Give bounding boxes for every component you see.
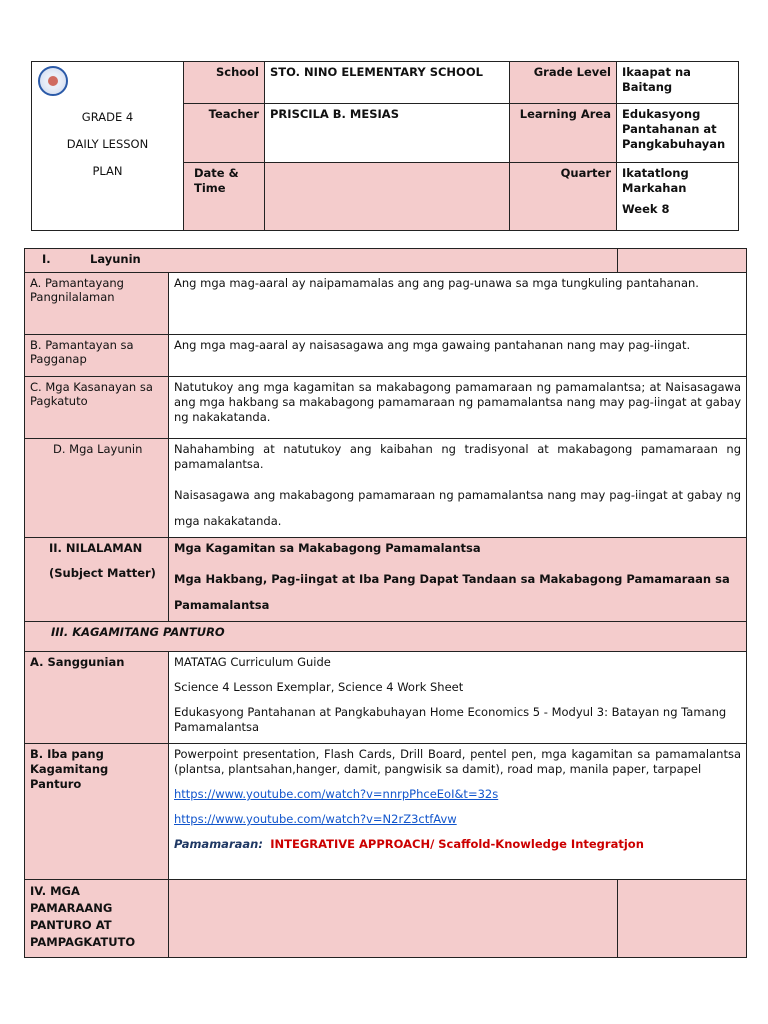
pamaraang-panturo-content bbox=[169, 880, 618, 958]
nilalaman-content bbox=[169, 538, 747, 622]
pamaraang-panturo-notes bbox=[618, 880, 747, 958]
youtube-link-1[interactable]: https://www.youtube.com/watch?v=nnrpPhceEoI&t=32s bbox=[174, 787, 499, 801]
mga-layunin-text-1: Nahahambing at natutukoy ang kaibahan ng tradisyonal at makabagong pamamaraan ng pamamalantsa. bbox=[174, 442, 742, 471]
layunin-number: I. bbox=[42, 252, 51, 266]
plan-title-line1: DAILY LESSON bbox=[66, 137, 149, 151]
week-value: Week 8 bbox=[622, 202, 670, 216]
lesson-plan-table bbox=[24, 248, 747, 958]
iba-pang-kagamitan-cell bbox=[169, 744, 747, 880]
youtube-link-2[interactable]: https://www.youtube.com/watch?v=N2rZ3ctfAvw bbox=[174, 812, 457, 826]
layunin-header bbox=[25, 249, 618, 273]
mga-layunin-text-2: Naisasagawa ang makabagong pamamaraan ng pamamalantsa nang may pag-iingat at gabay ng mga nakakatanda. bbox=[174, 488, 742, 528]
learning-area-label: Learning Area bbox=[510, 104, 617, 163]
quarter-cell bbox=[617, 163, 739, 231]
iba-pang-kagamitan-label: B. Iba pang Kagamitang Panturo bbox=[25, 744, 169, 880]
school-value: STO. NINO ELEMENTARY SCHOOL bbox=[265, 62, 510, 104]
kagamitan-header: III. KAGAMITANG PANTURO bbox=[25, 622, 747, 652]
header-table bbox=[31, 61, 739, 231]
learning-area-value: Edukasyong Pantahanan at Pangkabuhayan bbox=[617, 104, 739, 163]
nilalaman-label-cell bbox=[25, 538, 169, 622]
pamamaraan-label: Pamamaraan: bbox=[174, 837, 263, 851]
mga-layunin-cell bbox=[169, 439, 747, 538]
deped-seal-icon bbox=[38, 66, 68, 96]
pamamaraan-value: INTEGRATIVE APPROACH/ Scaffold-Knowledge Integratjon bbox=[270, 837, 644, 851]
pamantayang-pangnilalaman-label: A. Pamantayang Pangnilalaman bbox=[25, 273, 169, 335]
school-label: School bbox=[184, 62, 265, 104]
teacher-label: Teacher bbox=[184, 104, 265, 163]
sanggunian-label: A. Sanggunian bbox=[25, 652, 169, 744]
mga-layunin-label: D. Mga Layunin bbox=[25, 439, 169, 538]
subject-matter-label: (Subject Matter) bbox=[49, 566, 156, 580]
sanggunian-item-2: Science 4 Lesson Exemplar, Science 4 Work Sheet bbox=[174, 680, 464, 694]
header-title-cell bbox=[32, 62, 184, 231]
kasanayan-label: C. Mga Kasanayan sa Pagkatuto bbox=[25, 377, 169, 439]
pamaraang-panturo-label: IV. MGA PAMARAANG PANTURO AT PAMPAGKATUTO bbox=[25, 880, 169, 958]
iba-pang-kagamitan-text: Powerpoint presentation, Flash Cards, Drill Board, pentel pen, mga kagamitan sa pamamalantsa (plantsa, plantsahan,hanger, damit, pangwisik sa damit), road map, manila paper, tarpapel bbox=[174, 747, 742, 776]
pamamaraan-line bbox=[174, 837, 741, 852]
teacher-value: PRISCILA B. MESIAS bbox=[265, 104, 510, 163]
kasanayan-text: Natutukoy ang mga kagamitan sa makabagong pamamaraan ng pamamalantsa; at Naisasagawa ang mga hakbang sa makabagong pamamaraan ng pamamalantsa nang may pag-iingat at gabay ng nakakatanda. bbox=[169, 377, 747, 439]
quarter-value: Ikatatlong Markahan bbox=[622, 166, 689, 195]
datetime-label: Date & Time bbox=[184, 163, 265, 231]
sanggunian-item-1: MATATAG Curriculum Guide bbox=[174, 655, 331, 669]
pamantayan-pagganap-text: Ang mga mag-aaral ay naisasagawa ang mga gawaing pantahanan nang may pag-iingat. bbox=[169, 335, 747, 377]
grade-title: GRADE 4 bbox=[81, 110, 134, 124]
grade-level-label: Grade Level bbox=[510, 62, 617, 104]
datetime-value bbox=[265, 163, 510, 231]
quarter-label: Quarter bbox=[510, 163, 617, 231]
grade-level-value: Ikaapat na Baitang bbox=[617, 62, 739, 104]
pamantayan-pagganap-label: B. Pamantayan sa Pagganap bbox=[25, 335, 169, 377]
nilalaman-label: II. NILALAMAN bbox=[49, 541, 143, 555]
pamantayang-pangnilalaman-text: Ang mga mag-aaral ay naipamamalas ang ang pag-unawa sa mga tungkuling pantahanan. bbox=[169, 273, 747, 335]
nilalaman-text-1: Mga Kagamitan sa Makabagong Pamamalantsa bbox=[174, 541, 481, 555]
sanggunian-item-3: Edukasyong Pantahanan at Pangkabuhayan Home Economics 5 - Modyul 3: Batayan ng Tamang Pamamalantsa bbox=[174, 705, 727, 734]
plan-title-line2: PLAN bbox=[92, 164, 123, 178]
sanggunian-cell bbox=[169, 652, 747, 744]
layunin-empty-cell bbox=[618, 249, 747, 273]
layunin-title: Layunin bbox=[90, 252, 141, 266]
nilalaman-text-2: Mga Hakbang, Pag-iingat at Iba Pang Dapat Tandaan sa Makabagong Pamamaraan sa Pamamalantsa bbox=[174, 572, 730, 612]
